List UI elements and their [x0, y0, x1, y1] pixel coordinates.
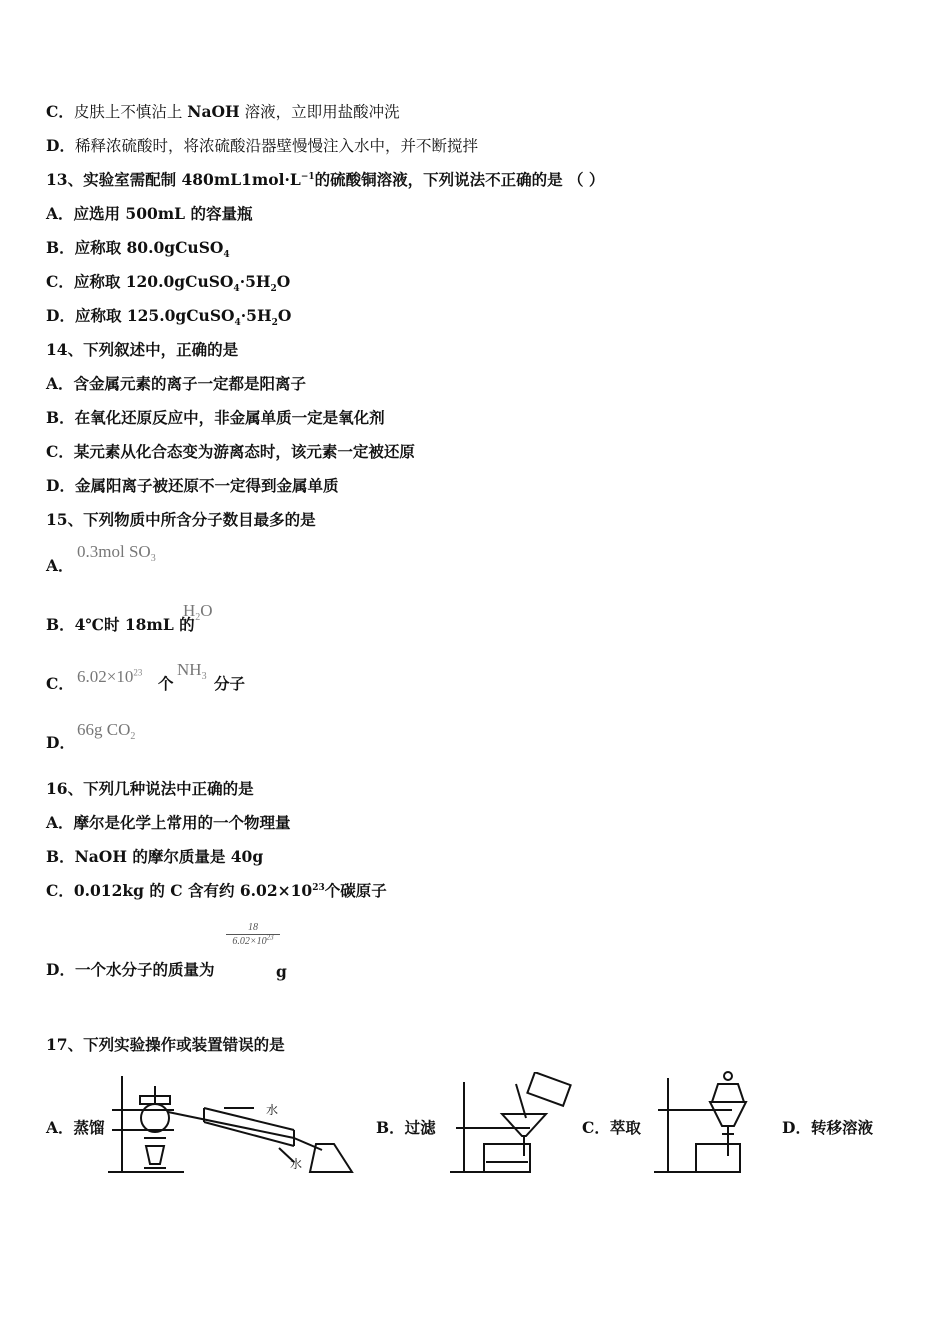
q17-option-b: B．过滤 — [376, 1118, 436, 1137]
q16-option-a: A．摩尔是化学上常用的一个物理量 — [46, 813, 291, 832]
q16-option-c: C．0.012kg 的 C 含有约 $6.02\times 10^{23}$个碳原子 — [46, 881, 387, 900]
q15-option-d: D． — [46, 733, 75, 752]
q15-option-c-suffix: 分子 — [214, 674, 246, 693]
q15-option-c-measure: 个 — [158, 674, 174, 693]
q17-option-d: D．转移溶液 — [782, 1118, 873, 1137]
distillation-apparatus-diagram — [104, 1068, 359, 1180]
q17-option-a: A．蒸馏 — [46, 1118, 105, 1137]
q13-option-b: B．应称取 80.0gCuSO$_4$ — [46, 238, 230, 261]
q17-option-c: C．萃取 — [582, 1118, 641, 1137]
q17-stem: 17、下列实验操作或装置错误的是 — [46, 1035, 285, 1054]
q16-option-d-unit: g — [276, 962, 287, 981]
q15-stem: 15、下列物质中所含分子数目最多的是 — [46, 510, 316, 529]
q16-option-b: B．NaOH 的摩尔质量是 40g — [46, 847, 264, 866]
q14-option-b: B．在氧化还原反应中，非金属单质一定是氧化剂 — [46, 408, 385, 427]
q13-option-a: A．应选用 500mL 的容量瓶 — [46, 204, 253, 223]
q13-option-d: D．应称取 $125.0gCuSO_4\cdot 5H_2O$ — [46, 306, 292, 329]
q12-option-c: C．皮肤上不慎沾上 NaOH 溶液，立即用盐酸冲洗 — [46, 102, 400, 121]
q14-option-d: D．金属阳离子被还原不一定得到金属单质 — [46, 476, 339, 495]
water-outlet-label: 水 — [290, 1157, 303, 1171]
q12-option-d: D．稀释浓硫酸时，将浓硫酸沿器壁慢慢注入水中，并不断搅拌 — [46, 136, 478, 155]
q15-option-a: A． — [46, 556, 74, 575]
q16-fraction: $\frac{18}{6.02\times 10^{23}}$ — [226, 922, 280, 947]
q13-stem: 13、实验室需配制 $480mL1mol\cdot L^{-1}$的硫酸铜溶液，下列说法不正确的是 （ ） — [46, 170, 605, 189]
q15-option-c-formula: $NH_3$ — [177, 660, 207, 682]
q15-option-b-formula: $H_2O$ — [183, 601, 213, 623]
q14-stem: 14、下列叙述中，正确的是 — [46, 340, 239, 359]
extraction-apparatus-diagram — [648, 1068, 768, 1178]
q15-option-d-formula: 66g $CO_2$ — [77, 720, 136, 742]
q15-option-c: C． — [46, 674, 74, 693]
q13-option-c: C．应称取 $120.0gCuSO_4\cdot 5H_2O$ — [46, 272, 291, 295]
water-inlet-label: 水 — [266, 1103, 279, 1117]
q15-option-a-formula: 0.3mol $SO_3$ — [77, 542, 156, 564]
q14-option-a: A．含金属元素的离子一定都是阳离子 — [46, 374, 307, 393]
q14-option-c: C．某元素从化合态变为游离态时，该元素一定被还原 — [46, 442, 415, 461]
q15-option-b: B．4℃时 18mL 的 — [46, 615, 195, 634]
q16-option-d: D．一个水分子的质量为 — [46, 960, 215, 979]
filtration-apparatus-diagram — [446, 1072, 576, 1180]
q15-option-c-number: $6.02\times 10^{23}$ — [77, 667, 143, 686]
q16-stem: 16、下列几种说法中正确的是 — [46, 779, 254, 798]
